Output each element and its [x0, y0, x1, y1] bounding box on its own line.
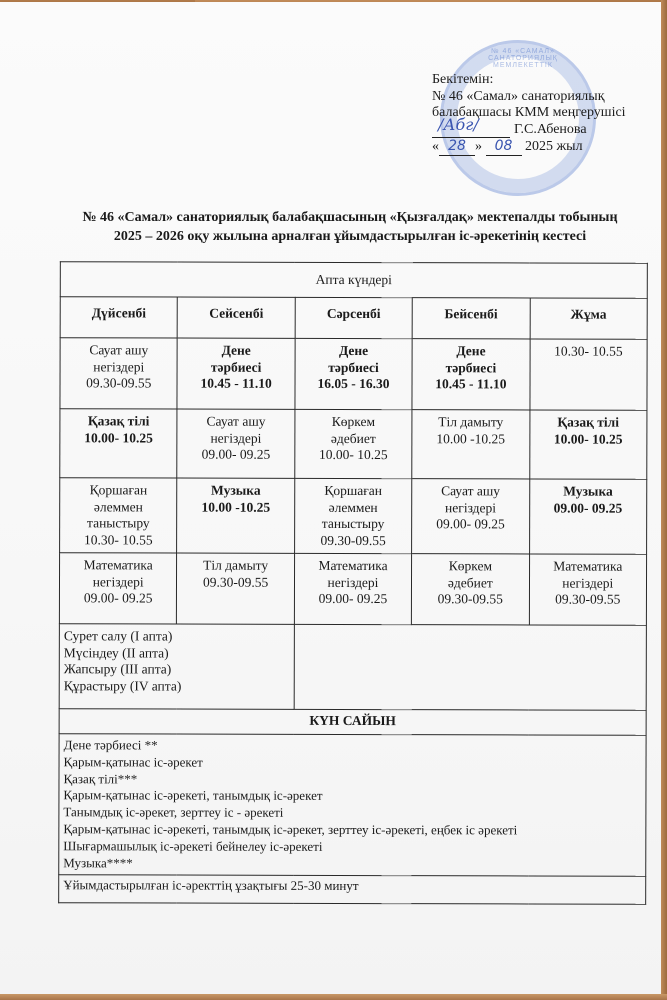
date-year: 2025 жыл — [525, 139, 583, 154]
title-line-1: № 46 «Самал» санаториялық балабақшасының «Қызғалдақ» мектепалды тобының — [82, 210, 618, 225]
art-rotation-item: Құрастыру (IV апта) — [63, 677, 182, 694]
cell-text: 16.05 - 16.30 — [317, 375, 390, 392]
cell-text: Көркем — [331, 413, 376, 430]
schedule-cell-tuesday — [177, 478, 295, 553]
schedule-cell-tuesday — [177, 409, 295, 478]
date-close-quote: » — [475, 139, 482, 154]
date-month: 08 — [486, 138, 522, 156]
approval-line-1: № 46 «Самал» санаториялық — [432, 88, 605, 104]
cell-text: әлеммен — [328, 499, 378, 515]
schedule-cell-friday — [529, 479, 647, 554]
cell-text: негіздері — [93, 358, 145, 374]
cell-text: тәрбиесі — [328, 359, 379, 375]
schedule-cell-wednesday — [294, 553, 412, 624]
approval-line-2: балабақшасы КММ меңгерушісі — [432, 105, 626, 120]
cell-text: 10.30- 10.55 — [83, 531, 153, 547]
daily-item: Қазақ тілі*** — [63, 770, 138, 787]
cell-text: Қоршаған — [324, 482, 383, 499]
cell-text: 09.00- 09.25 — [201, 446, 271, 462]
cell-text: Көркем — [448, 558, 493, 574]
art-rotation-item: Мүсіндеу (II апта) — [63, 644, 169, 661]
cell-text: 10.30- 10.55 — [554, 343, 623, 359]
title-line-2: 2025 – 2026 оқу жылына арналған ұйымдастырылған іс-әрекетінің кестесі — [113, 229, 587, 244]
cell-text: Дене — [221, 342, 251, 358]
cell-text: Сауат ашу — [206, 413, 266, 429]
document-title — [60, 208, 640, 246]
signature-field — [432, 115, 510, 138]
cell-text: Сауат ашу — [441, 483, 501, 499]
schedule-cell-friday — [529, 410, 647, 479]
signature-icon: ∕Абг∕ — [438, 115, 479, 134]
cell-text: 09.30-09.55 — [320, 532, 386, 548]
cell-text: Музыка — [563, 483, 613, 499]
cell-text: таныстыру — [87, 515, 150, 531]
schedule-cell-wednesday — [295, 338, 413, 409]
daily-activities — [59, 734, 646, 877]
schedule-cell-thursday — [412, 479, 530, 554]
cell-text: Математика — [83, 557, 153, 573]
cell-text: негіздері — [562, 575, 614, 591]
approval-heading: Бекітемін: — [432, 72, 494, 87]
day-header-wednesday: Сәрсенбі — [295, 297, 412, 338]
art-rotation-item: Сурет салу (I апта) — [63, 628, 173, 644]
stamp-text: № 46 «САМАЛ» САНАТОРИЯЛЫҚ МЕМЛЕКЕТТІК — [488, 48, 558, 69]
daily-item: Қарым-қатынас іс-әрекет — [63, 754, 203, 770]
schedule-cell-wednesday — [295, 409, 413, 478]
cell-text: Музыка — [211, 482, 261, 498]
cell-text: әлеммен — [93, 498, 143, 514]
cell-text: Сауат ашу — [89, 342, 149, 358]
cell-text: әдебиет — [447, 574, 493, 590]
schedule-cell-friday — [530, 339, 648, 410]
art-rotation-cell — [59, 624, 294, 710]
cell-text: негіздері — [445, 499, 497, 515]
table-row — [60, 338, 647, 411]
cell-text: 09.30-09.55 — [437, 591, 503, 607]
schedule-cell-friday — [529, 554, 647, 625]
cell-text: тәрбиесі — [210, 359, 262, 375]
approval-date — [432, 138, 626, 156]
cell-text: Математика — [553, 558, 623, 574]
cell-text: 09.00- 09.25 — [83, 590, 153, 606]
day-header-tuesday: Сейсенбі — [178, 297, 295, 338]
approval-signature-line — [432, 115, 626, 139]
cell-text: әдебиет — [330, 430, 376, 446]
signer-name: Г.С.Абенова — [514, 121, 587, 137]
schedule-cell-monday — [60, 409, 178, 478]
cell-text: 09.00- 09.25 — [553, 500, 623, 516]
cell-text: негіздері — [327, 574, 379, 590]
schedule-cell-thursday — [412, 410, 530, 479]
desk-surface-bottom — [0, 994, 667, 1000]
week-days-header: Апта күндері — [60, 262, 647, 299]
cell-text: Математика — [318, 557, 388, 574]
table-row — [60, 409, 647, 480]
art-rotation-row — [59, 624, 646, 711]
cell-text: Тіл дамыту — [438, 414, 504, 430]
cell-text: Дене — [456, 343, 486, 359]
approval-block — [432, 72, 626, 156]
schedule-cell-tuesday — [177, 553, 295, 624]
cell-text: 10.00- 10.25 — [553, 431, 623, 447]
schedule-cell-monday — [60, 338, 178, 409]
schedule-cell-tuesday — [177, 338, 295, 409]
cell-text: 10.00 -10.25 — [201, 499, 271, 515]
cell-text: 09.00- 09.25 — [318, 590, 388, 607]
cell-text: Дене — [338, 342, 369, 359]
cell-text: 09.30-09.55 — [202, 574, 269, 590]
cell-text: Қазақ тілі — [557, 414, 620, 430]
table-row — [60, 478, 647, 555]
cell-text: Тіл дамыту — [203, 557, 269, 573]
daily-item: Музыка**** — [63, 854, 133, 871]
schedule-cell-wednesday — [294, 478, 412, 553]
cell-text: 10.00- 10.25 — [318, 446, 388, 463]
art-rotation-item: Жапсыру (III апта) — [63, 661, 172, 677]
schedule-cell-thursday — [412, 554, 530, 625]
day-header-friday: Жұма — [530, 298, 648, 339]
document-page — [0, 2, 661, 995]
daily-item: Шығармашылық іс-әрекеті бейнелеу іс-әрекеті — [63, 838, 323, 854]
day-header-row — [60, 297, 647, 340]
cell-text: 10.00 -10.25 — [436, 430, 506, 446]
schedule-table — [58, 261, 648, 904]
cell-text: 09.00- 09.25 — [436, 516, 505, 532]
cell-text: тәрбиесі — [445, 359, 497, 375]
cell-text: таныстыру — [321, 515, 385, 532]
daily-item: Қарым-қатынас іс-әрекеті, танымдық іс-әрекет, зерттеу іс-әрекеті, еңбек іс әрекеті — [63, 821, 518, 838]
empty-cell — [294, 624, 646, 710]
schedule-cell-monday — [60, 478, 178, 553]
schedule-cell-thursday — [412, 339, 530, 410]
cell-text: 09.30-09.55 — [86, 375, 152, 391]
cell-text: 10.00- 10.25 — [84, 429, 153, 445]
cell-text: Қазақ тілі — [87, 413, 150, 429]
cell-text: негіздері — [210, 430, 262, 446]
desk-surface-right — [661, 0, 667, 1000]
date-day: 28 — [439, 138, 475, 156]
duration-note: Ұйымдастырылған іс-әректтің ұзақтығы 25-30 минут — [59, 875, 646, 904]
daily-item: Қарым-қатынас іс-әрекеті, танымдық іс-әрекет — [63, 787, 323, 804]
date-open-quote: « — [432, 139, 439, 154]
daily-item: Танымдық іс-әрекет, зерттеу іс - әрекеті — [63, 804, 284, 821]
cell-text: 09.30-09.55 — [555, 591, 621, 607]
schedule-cell-monday — [59, 553, 177, 624]
table-row — [59, 553, 646, 626]
daily-item: Дене тәрбиесі ** — [63, 737, 158, 753]
day-header-monday: Дүйсенбі — [60, 297, 177, 338]
day-header-thursday: Бейсенбі — [412, 298, 529, 339]
cell-text: 10.45 - 11.10 — [435, 376, 507, 392]
daily-header: КҮН САЙЫН — [59, 709, 646, 736]
cell-text: 10.45 - 11.10 — [200, 375, 272, 391]
cell-text: Қоршаған — [89, 482, 148, 498]
cell-text: негіздері — [92, 573, 144, 589]
